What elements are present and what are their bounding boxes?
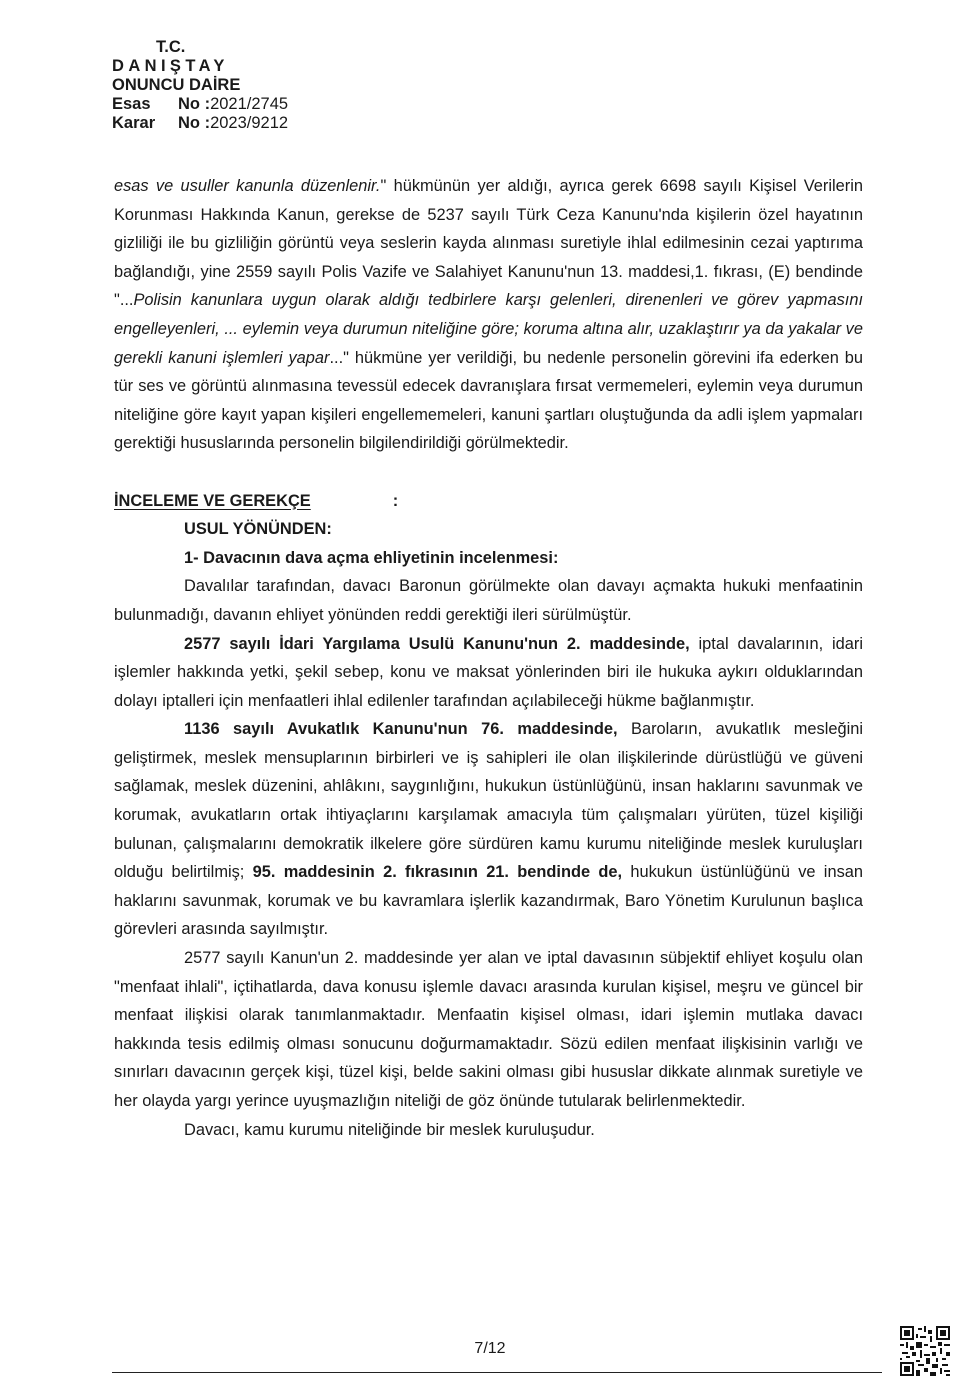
esas-value: 2021/2745 — [210, 95, 289, 113]
esas-no-label: No : — [178, 95, 211, 113]
page-number: 7/12 — [474, 1340, 506, 1357]
paragraph-3-bold: 2577 sayılı İdari Yargılama Usulü Kanunu'nun 2. maddesinde, — [184, 634, 690, 653]
paragraph-5: 2577 sayılı Kanun'un 2. maddesinde yer alan ve iptal davasının sübjektif ehliyet koşulu olan "menfaat ihlali", içtihatlarda, dava konusu işlemle davacı arasında kurulan kişisel, meşru ve güncel bir menfaat ilişkisi olarak tanımlanmaktadır. Menfaatin kişisel olması, idari işlemin mutlaka davacı hakkında tesis edilmiş olması sonucunu doğurmamaktadır. Sözü edilen menfaat ilişkisinin varlığı ve sınırları davacının gerçek kişi, tüzel kişi, belde sakini olması gibi hususlar dikkate alınmak suretiyle ve her olayda yargı yerince uyuşmazlığın niteliği de göz önünde tutularak belirlenmektedir. — [114, 949, 863, 1110]
document-body — [114, 172, 863, 1144]
chamber-name: ONUNCU DAİRE — [112, 76, 241, 94]
section-title: İNCELEME VE GEREKÇE — [114, 491, 311, 510]
court-name: DANIŞTAY — [112, 57, 229, 75]
paragraph-4-text-2: hukukun üstünlüğünü ve insan haklarını savunmak, korumak ve bu kavramlara işlerlik kazandırmak, Baro Yönetim Kurulunun başlıca görevleri arasında sayılmıştır. — [114, 863, 863, 939]
paragraph-4-bold-1: 1136 sayılı Avukatlık Kanunu'nun 76. maddesinde, — [184, 720, 618, 739]
document-header — [112, 38, 288, 133]
paragraph-4-text-1: Baroların, avukatlık mesleğini geliştirmek, meslek mensuplarının birbirleri ve iş sahipleri ile olan ilişkilerinde dürüstlüğü ve güveni sağlamak, meslek düzenini, ahlâkını, saygınlığını, hukukun üstünlüğünü, insan haklarını savunmak ve korumak, avukatların ortak ihtiyaçlarını karşılamak amacıyla tüm çalışmaları yürüten, tüzel kişiliği bulunan, çalışmalarını demokratik ilkelere göre sürdüren kamu kurumu niteliğinde meslek kuruluşları olduğu belirtilmiş; — [114, 720, 863, 882]
quote-italic-1: esas ve usuller kanunla düzenlenir. — [114, 177, 381, 195]
tc-label: T.C. — [156, 38, 186, 56]
qr-code-icon — [900, 1326, 950, 1376]
quote-italic-2: Polisin kanunlara uygun olarak aldığı tedbirlere karşı gelenleri, direnenleri ve görev yapmasını engelleyenleri, ... eylemin veya durumun niteliğine göre; koruma altına alır, uzaklaştırır ya da yakalar ve gerekli kanuni işlemleri yapar — [114, 291, 863, 367]
esas-row — [112, 95, 288, 114]
section-colon: : — [392, 491, 399, 510]
karar-value: 2023/9212 — [210, 114, 289, 132]
item-1-heading: 1- Davacının dava açma ehliyetinin incelenmesi: — [184, 548, 559, 567]
karar-label: Karar — [112, 114, 156, 132]
paragraph-2: Davalılar tarafından, davacı Baronun görülmekte olan davayı açmakta hukuki menfaatinin bulunmadığı, davanın ehliyet yönünden reddi gerektiği ileri sürülmüştür. — [114, 577, 863, 624]
paragraph-4-bold-2: 95. maddesinin 2. fıkrasının 21. bendinde de, — [252, 863, 623, 882]
karar-no-label: No : — [178, 114, 211, 132]
esas-label: Esas — [112, 95, 151, 113]
paragraph-1 — [114, 172, 863, 458]
paragraph-4 — [114, 715, 863, 944]
usul-heading: USUL YÖNÜNDEN: — [184, 520, 332, 539]
paragraph-1-text-a: " hükmünün yer aldığı, ayrıca gerek 6698 sayılı Kişisel Verilerin Korunması Hakkında Kanun, gerekse de 5237 sayılı Türk Ceza Kanunu'nda kişilerin özel hayatının gizliliği ile bu gizliliğin görüntü veya seslerin kayda alınması suretiyle ihlal edilmesinin cezai yaptırıma bağlandığı, yine 2559 sayılı Polis Vazife ve Salahiyet Kanunu'nun 13. maddesi,1. fıkrası, (E) bendinde "... — [114, 177, 863, 310]
footer-divider — [112, 1372, 882, 1373]
paragraph-3-text: iptal davalarının, idari işlemler hakkında yetki, şekil sebep, konu ve maksat yönlerinden biri ile hukuka aykırı olduklarından dolayı iptalleri için menfaatleri ihlal edilenler tarafından açılabileceği hükme bağlanmıştır. — [114, 634, 863, 710]
paragraph-6: Davacı, kamu kurumu niteliğinde bir meslek kuruluşudur. — [184, 1120, 595, 1139]
karar-row — [112, 114, 288, 133]
paragraph-1-text-b: ..." hükmüne yer verildiği, bu nedenle personelin görevini ifa ederken bu tür ses ve görüntü alınmasına tevessül edecek davranışlara fırsat vermemeleri, eylemin veya durumun niteliğine göre kayıt yapan kişileri engellememeleri, kanuni şartları oluştuğunda da adli işlem yapmaları gerektiği hususlarında personelin bilgilendirildiği görülmektedir. — [114, 348, 863, 453]
section-heading — [114, 487, 863, 516]
paragraph-3 — [114, 630, 863, 716]
